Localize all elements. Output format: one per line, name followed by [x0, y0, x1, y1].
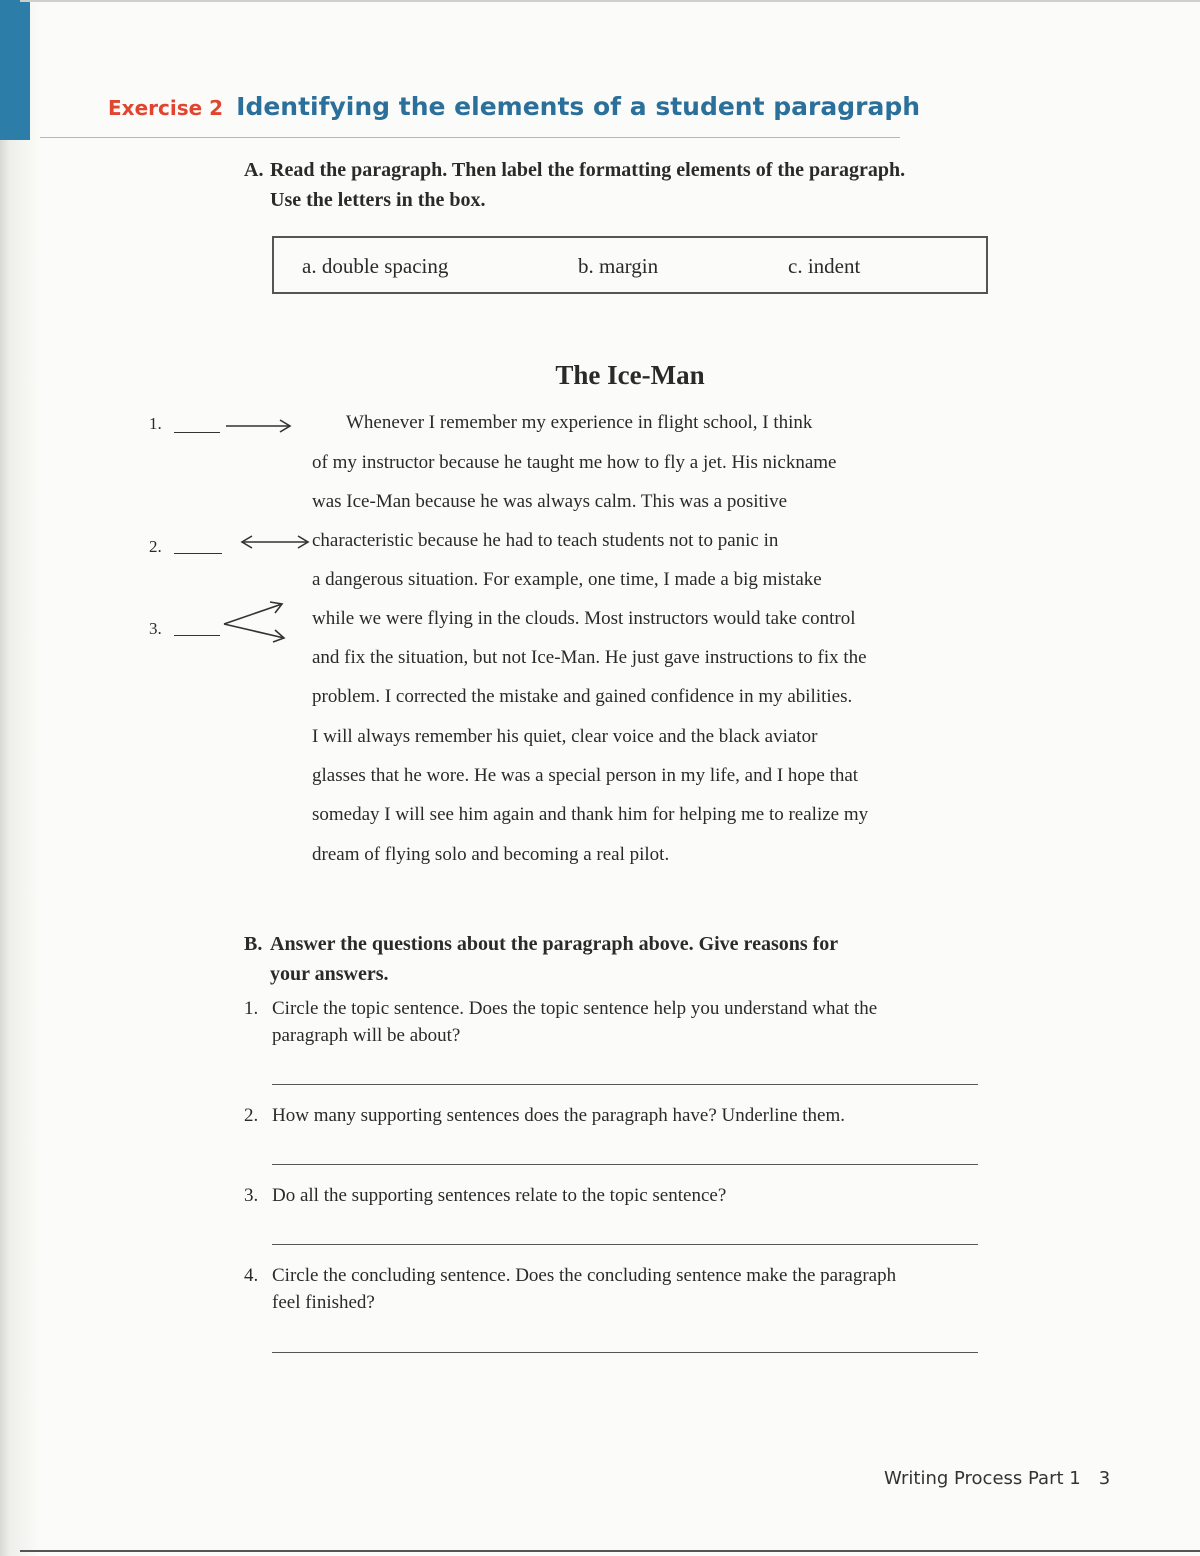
- label-blank-1[interactable]: [174, 432, 220, 433]
- part-b-instructions: [244, 929, 838, 989]
- paragraph-line: Whenever I remember my experience in flight school, I think: [346, 412, 813, 433]
- word-box-option-a: a. double spacing: [302, 254, 449, 278]
- exercise-title: Identifying the elements of a student paragraph: [236, 92, 921, 121]
- paragraph-title: The Ice-Man: [555, 360, 705, 390]
- paragraph-line: and fix the situation, but not Ice-Man. He just gave instructions to fix the: [312, 647, 867, 668]
- paragraph-line: I will always remember his quiet, clear voice and the black aviator: [312, 726, 818, 747]
- page-footer: [884, 1468, 1110, 1489]
- question-number: 4.: [244, 1265, 259, 1286]
- question-text-continued: paragraph will be about?: [272, 1025, 461, 1046]
- paragraph-line: glasses that he wore. He was a special person in my life, and I hope that: [312, 765, 859, 786]
- question-text: Do all the supporting sentences relate to the topic sentence?: [272, 1185, 727, 1206]
- part-b-letter: B.: [244, 933, 263, 955]
- footer-section-title: Writing Process Part 1: [884, 1468, 1081, 1489]
- answer-line-4[interactable]: [272, 1352, 978, 1353]
- word-box: [272, 236, 988, 294]
- paragraph-line: of my instructor because he taught me how to fly a jet. His nickname: [312, 452, 837, 473]
- question-2: [244, 1102, 845, 1129]
- arrow-right-icon: [224, 416, 296, 436]
- answer-line-1[interactable]: [272, 1084, 978, 1085]
- part-a-line-2: Use the letters in the box.: [270, 189, 486, 211]
- question-1: [244, 995, 877, 1049]
- label-number-3: 3.: [149, 619, 162, 638]
- question-text-continued: feel finished?: [272, 1292, 375, 1313]
- paragraph-line: characteristic because he had to teach students not to panic in: [312, 530, 779, 551]
- part-b-line-1: Answer the questions about the paragraph above. Give reasons for: [270, 933, 839, 955]
- question-text: Circle the concluding sentence. Does the concluding sentence make the paragraph: [272, 1265, 897, 1286]
- paragraph-line: while we were flying in the clouds. Most instructors would take control: [312, 608, 856, 629]
- paragraph-line: someday I will see him again and thank him for helping me to realize my: [312, 804, 869, 825]
- part-a-instructions: [244, 155, 905, 215]
- question-number: 2.: [244, 1105, 259, 1126]
- paragraph-line: was Ice-Man because he was always calm. This was a positive: [312, 491, 788, 512]
- label-number-2: 2.: [149, 537, 162, 556]
- label-blank-3[interactable]: [174, 635, 220, 636]
- split-arrow-icon: [220, 598, 292, 646]
- label-blank-2[interactable]: [174, 553, 222, 554]
- part-a-letter: A.: [244, 159, 264, 181]
- part-b-line-2: your answers.: [270, 963, 389, 985]
- question-4: [244, 1262, 896, 1316]
- question-number: 1.: [244, 998, 259, 1019]
- paragraph-line: a dangerous situation. For example, one time, I made a big mistake: [312, 569, 822, 590]
- word-box-option-c: c. indent: [788, 254, 861, 278]
- paragraph-line: dream of flying solo and becoming a real pilot.: [312, 844, 670, 865]
- page-top-edge: [20, 0, 1200, 2]
- question-text: How many supporting sentences does the paragraph have? Underline them.: [272, 1105, 845, 1126]
- question-text: Circle the topic sentence. Does the topic sentence help you understand what the: [272, 998, 878, 1019]
- page-gutter-shadow: [0, 0, 42, 1556]
- exercise-header: [108, 92, 920, 121]
- header-rule: [40, 137, 900, 138]
- chapter-color-tab: [0, 0, 30, 140]
- question-number: 3.: [244, 1185, 259, 1206]
- page-bottom-edge: [20, 1550, 1200, 1552]
- exercise-label: Exercise 2: [108, 96, 224, 120]
- answer-line-2[interactable]: [272, 1164, 978, 1165]
- page-number: 3: [1098, 1468, 1111, 1489]
- label-number-1: 1.: [149, 414, 162, 433]
- double-arrow-icon: [238, 532, 312, 552]
- word-box-option-b: b. margin: [578, 254, 659, 278]
- part-a-line-1: Read the paragraph. Then label the formatting elements of the paragraph.: [270, 159, 906, 181]
- question-3: [244, 1182, 726, 1209]
- answer-line-3[interactable]: [272, 1244, 978, 1245]
- paragraph-line: problem. I corrected the mistake and gained confidence in my abilities.: [312, 686, 853, 707]
